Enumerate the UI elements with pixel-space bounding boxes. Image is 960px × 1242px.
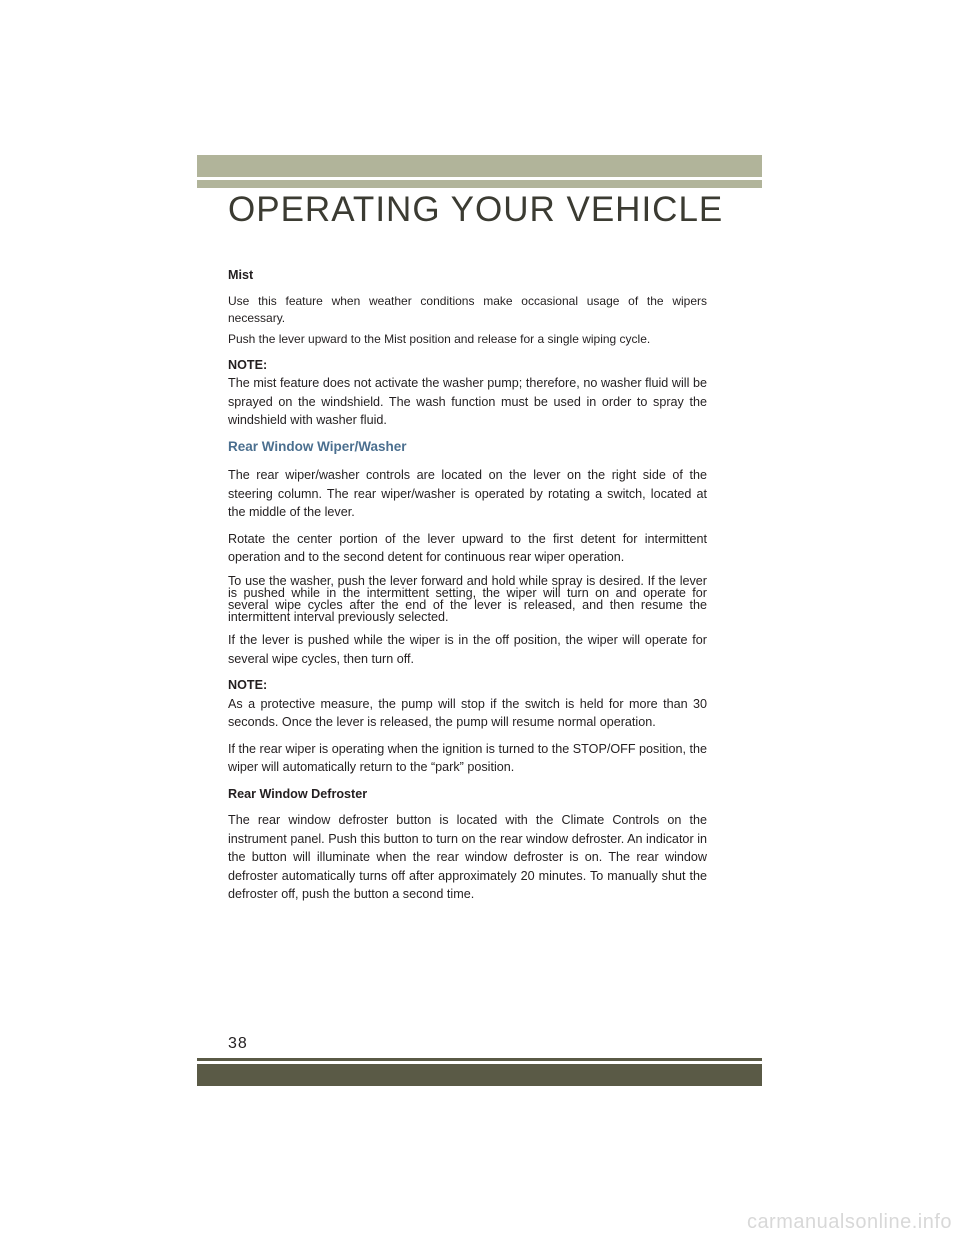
mist-note-text: The mist feature does not activate the washer pump; therefore, no washer fluid will be sprayed on the windshield. The wash function must be used in order to spray the windshield with washer fluid. (228, 376, 707, 427)
mist-paragraph-2: Push the lever upward to the Mist position and release for a single wiping cycle. (228, 331, 651, 346)
header-band-thin (197, 180, 762, 188)
page-content (228, 266, 707, 912)
watermark: carmanualsonline.info (746, 1211, 952, 1233)
footer-band-thin (197, 1058, 762, 1061)
rear-wiper-note-label: NOTE: (228, 678, 268, 693)
mist-note-label: NOTE: (228, 357, 268, 372)
header-band (197, 155, 762, 177)
mist-paragraph-1: Use this feature when weather conditions make occasional usage of the wipers necessary. (228, 293, 707, 325)
rear-wiper-paragraph-5: If the rear wiper is operating when the ignition is turned to the STOP/OFF position, the wiper will automatically return to the “park” position. (228, 741, 707, 775)
rear-wiper-paragraph-2: Rotate the center portion of the lever upward to the first detent for intermittent operation and to the second detent for continuous rear wiper operation. (228, 531, 707, 564)
footer-band (197, 1064, 762, 1086)
rear-wiper-paragraph-4: If the lever is pushed while the wiper is in the off position, the wiper will operate for several wipe cycles, then turn off. (228, 633, 707, 666)
defroster-heading: Rear Window Defroster (228, 786, 368, 801)
mist-heading: Mist (228, 268, 254, 282)
rear-wiper-paragraph-3: To use the washer, push the lever forward and hold while spray is desired. If the lever is pushed while in the intermittent setting, the wiper will turn on and operate for several wipe cycles after the end of the lever is released, and then resume the intermittent interval previously selected. (228, 573, 707, 625)
rear-wiper-note-text: As a protective measure, the pump will stop if the switch is held for more than 30 seconds. Once the lever is released, the pump will resume normal operation. (228, 696, 707, 730)
rear-wiper-paragraph-1: The rear wiper/washer controls are located on the lever on the right side of the steering column. The rear wiper/washer is operated by rotating a switch, located at the middle of the lever. (228, 468, 707, 519)
page-number: 38 (228, 1035, 248, 1052)
rear-wiper-heading: Rear Window Wiper/Washer (228, 438, 407, 454)
defroster-paragraph-1: The rear window defroster button is located with the Climate Controls on the instrument panel. Push this button to turn on the rear window defroster. An indicator in the button will illuminate when the rear window defroster is on. The rear window defroster automatically turns off after approximately 20 minutes. To manually shut the defroster off, push the button a second time. (228, 813, 707, 902)
section-title: OPERATING YOUR VEHICLE (228, 190, 724, 229)
